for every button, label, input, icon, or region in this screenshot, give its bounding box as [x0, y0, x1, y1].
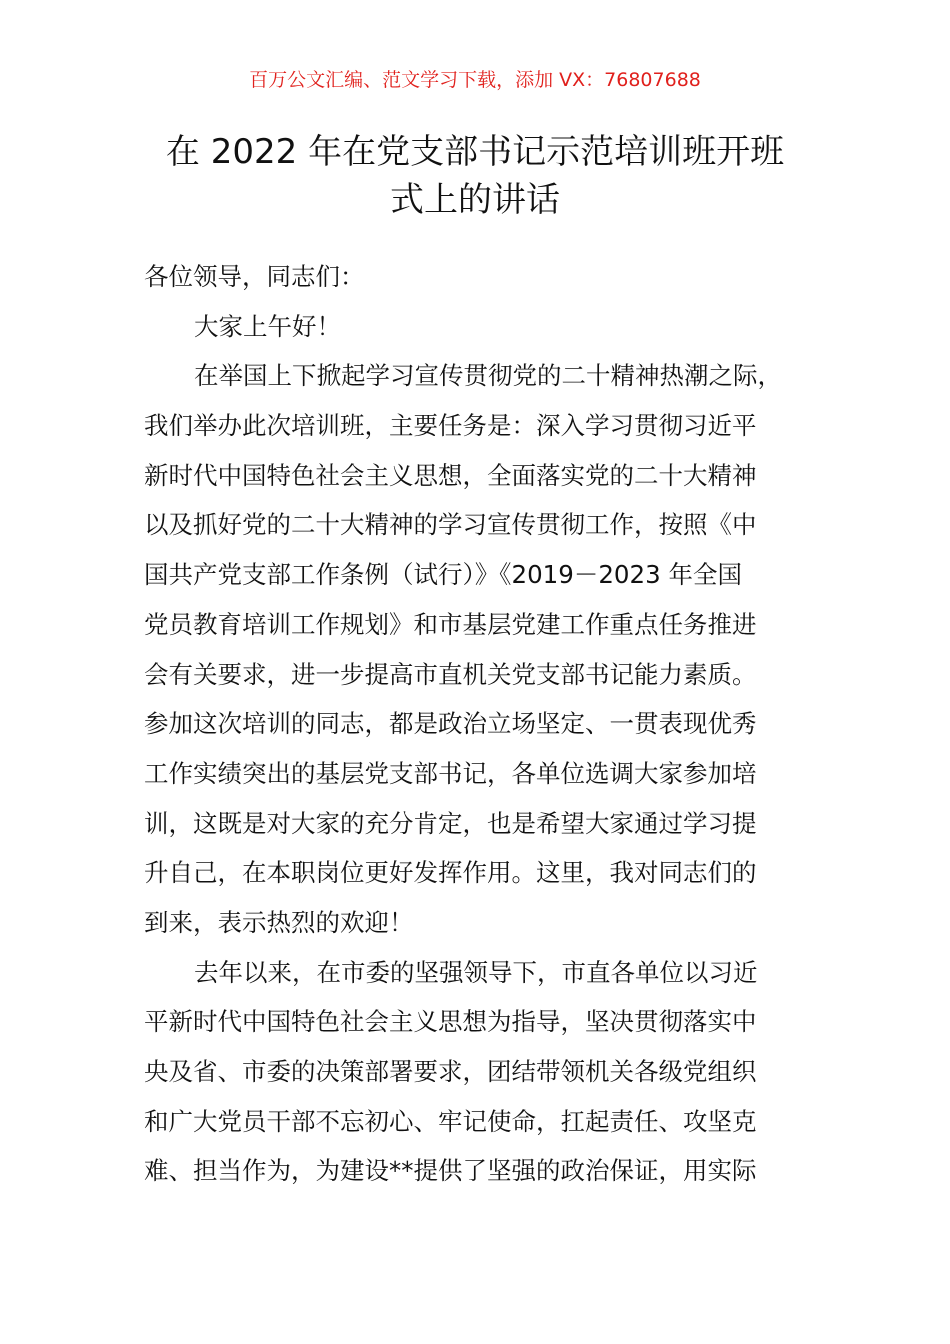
- paragraph-2-line: 和广大党员干部不忘初心、牢记使命，扛起责任、攻坚克: [144, 1106, 757, 1136]
- title-line-1: 在 2022 年在党支部书记示范培训班开班: [165, 132, 785, 172]
- document-title: [100, 128, 850, 224]
- paragraph-1-line: 党员教育培训工作规划》和市基层党建工作重点任务推进: [144, 609, 757, 639]
- paragraph-1-line: 工作实绩突出的基层党支部书记，各单位选调大家参加培: [144, 758, 757, 788]
- paragraph-2-line: 去年以来，在市委的坚强领导下，市直各单位以习近: [194, 957, 758, 987]
- paragraph-1-line: 会有关要求，进一步提高市直机关党支部书记能力素质。: [144, 659, 757, 689]
- paragraph-1-line: 新时代中国特色社会主义思想，全面落实党的二十大精神: [144, 460, 757, 490]
- paragraph-1-line: 参加这次培训的同志，都是政治立场坚定、一贯表现优秀: [144, 709, 757, 739]
- paragraph-1-line: 在举国上下掀起学习宣传贯彻党的二十精神热潮之际，: [194, 361, 782, 391]
- document-body: [144, 252, 844, 1196]
- paragraph-1-line: 我们举办此次培训班，主要任务是：深入学习贯彻习近平: [144, 411, 757, 441]
- title-line-2: 式上的讲话: [390, 180, 560, 220]
- paragraph-1-line: 升自己，在本职岗位更好发挥作用。这里，我对同志们的: [144, 858, 757, 888]
- paragraph-2-line: 央及省、市委的决策部署要求，团结带领机关各级党组织: [144, 1057, 757, 1086]
- greeting: 大家上午好！: [194, 311, 341, 341]
- paragraph-1-line: 国共产党支部工作条例（试行）》《2019－2023 年全国: [144, 560, 742, 590]
- paragraph-1-line: 以及抓好党的二十大精神的学习宣传贯彻工作，按照《中: [144, 510, 757, 540]
- paragraph-1-line: 训，这既是对大家的充分肯定，也是希望大家通过学习提: [144, 808, 757, 838]
- paragraph-1-line: 到来，表示热烈的欢迎！: [144, 907, 414, 937]
- paragraph-2-line: 难、担当作为，为建设**提供了坚强的政治保证，用实际: [144, 1156, 757, 1186]
- paragraph-2-line: 平新时代中国特色社会主义思想为指导，坚决贯彻落实中: [144, 1007, 757, 1037]
- header-watermark-note: 百万公文汇编、范文学习下载，添加 VX：76807688: [249, 69, 701, 91]
- salutation: 各位领导，同志们：: [144, 262, 365, 291]
